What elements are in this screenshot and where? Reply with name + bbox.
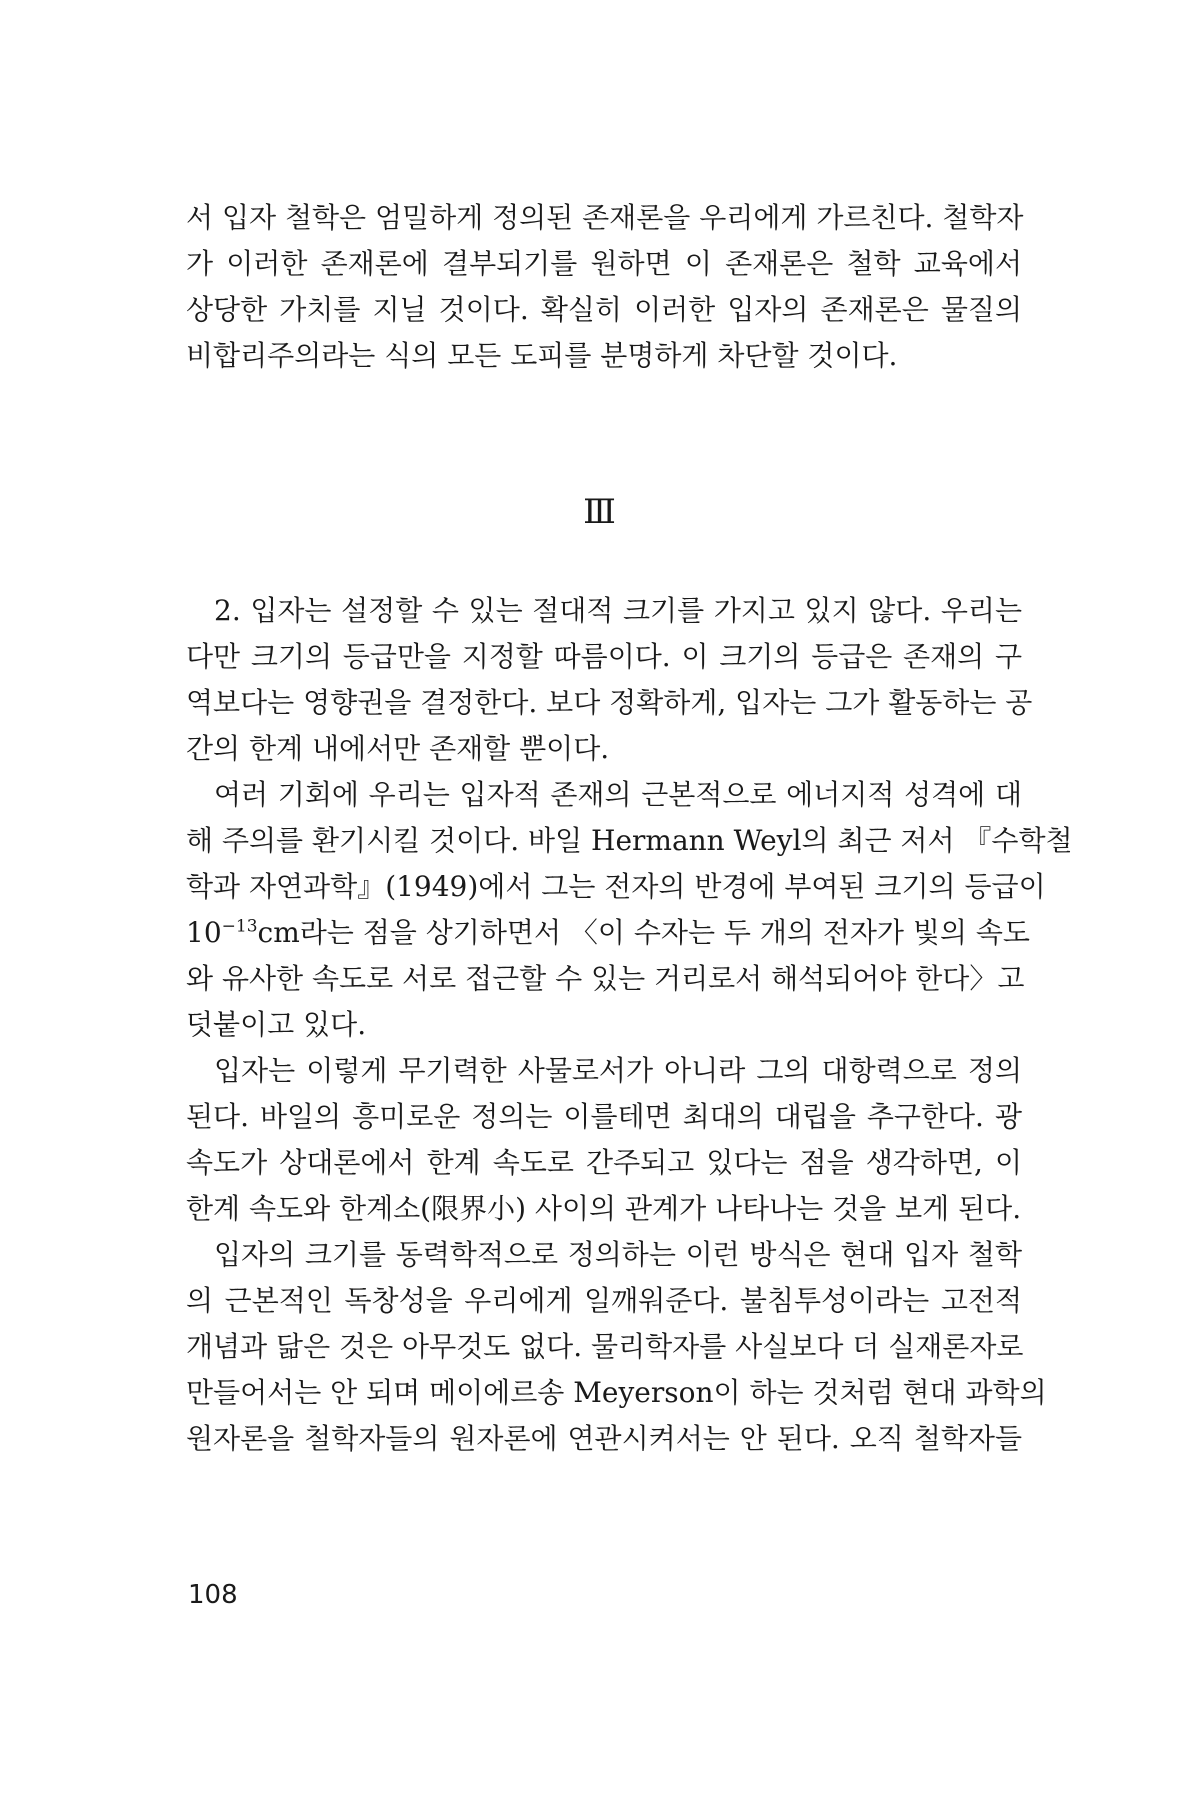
text-line: 한계 속도와 한계소(限界小) 사이의 관계가 나타나는 것을 보게 된다. xyxy=(186,1192,1022,1225)
text-line: 가 이러한 존재론에 결부되기를 원하면 이 존재론은 철학 교육에서 xyxy=(186,247,1022,280)
text-line: 만들어서는 안 되며 메이에르송 Meyerson이 하는 것처럼 현대 과학의 xyxy=(186,1376,1047,1409)
paragraph xyxy=(186,1048,1022,1232)
intro-paragraph xyxy=(186,195,1022,379)
text-line: 의 근본적인 독창성을 우리에게 일깨워준다. 불침투성이라는 고전적 xyxy=(186,1284,1022,1317)
text-line: 와 유사한 속도로 서로 접근할 수 있는 거리로서 해석되어야 한다〉고 xyxy=(186,962,1025,995)
number-base: 10 xyxy=(186,916,222,949)
text-line: 서 입자 철학은 엄밀하게 정의된 존재론을 우리에게 가르친다. 철학자 xyxy=(186,201,1024,234)
text-line: 속도가 상대론에서 한계 속도로 간주되고 있다는 점을 생각하면, 이 xyxy=(186,1146,1022,1179)
text-line: 개념과 닮은 것은 아무것도 없다. 물리학자를 사실보다 더 실재론자로 xyxy=(186,1330,1024,1363)
text-line: 입자는 이렇게 무기력한 사물로서가 아니라 그의 대항력으로 정의 xyxy=(214,1054,1022,1087)
text-line: 입자의 크기를 동력학적으로 정의하는 이런 방식은 현대 입자 철학 xyxy=(214,1238,1022,1271)
text-line: 덧붙이고 있다. xyxy=(186,1008,367,1041)
line-rest: cm라는 점을 상기하면서 〈이 수자는 두 개의 전자가 빛의 속도 xyxy=(257,916,1030,949)
number-exponent: −13 xyxy=(221,916,258,937)
text-line: 해 주의를 환기시킬 것이다. 바일 Hermann Weyl의 최근 저서 『수학철 xyxy=(186,824,1073,857)
text-line: 역보다는 영향권을 결정한다. 보다 정확하게, 입자는 그가 활동하는 공 xyxy=(186,686,1033,719)
text-line: 원자론을 철학자들의 원자론에 연관시켜서는 안 된다. 오직 철학자들 xyxy=(186,1422,1022,1455)
text-line: 비합리주의라는 식의 모든 도피를 분명하게 차단할 것이다. xyxy=(186,339,898,372)
paragraph xyxy=(186,1232,1047,1462)
text-line: 여러 기회에 우리는 입자적 존재의 근본적으로 에너지적 성격에 대 xyxy=(214,778,1022,811)
paragraph xyxy=(186,772,1073,1048)
text-line: 다만 크기의 등급만을 지정할 따름이다. 이 크기의 등급은 존재의 구 xyxy=(186,640,1022,673)
text-line: 2. 입자는 설정할 수 있는 절대적 크기를 가지고 있지 않다. 우리는 xyxy=(214,594,1022,627)
paragraph xyxy=(186,588,1033,772)
section-heading: Ⅲ xyxy=(583,492,617,532)
text-line: 된다. 바일의 흥미로운 정의는 이를테면 최대의 대립을 추구한다. 광 xyxy=(186,1100,1022,1133)
text-line-with-exponent xyxy=(186,910,1030,956)
text-line: 학과 자연과학』(1949)에서 그는 전자의 반경에 부여된 크기의 등급이 xyxy=(186,870,1046,903)
body-text xyxy=(186,588,1073,1462)
text-line: 상당한 가치를 지닐 것이다. 확실히 이러한 입자의 존재론은 물질의 xyxy=(186,293,1022,326)
page-number: 108 xyxy=(188,1580,238,1610)
text-line: 간의 한계 내에서만 존재할 뿐이다. xyxy=(186,732,610,765)
